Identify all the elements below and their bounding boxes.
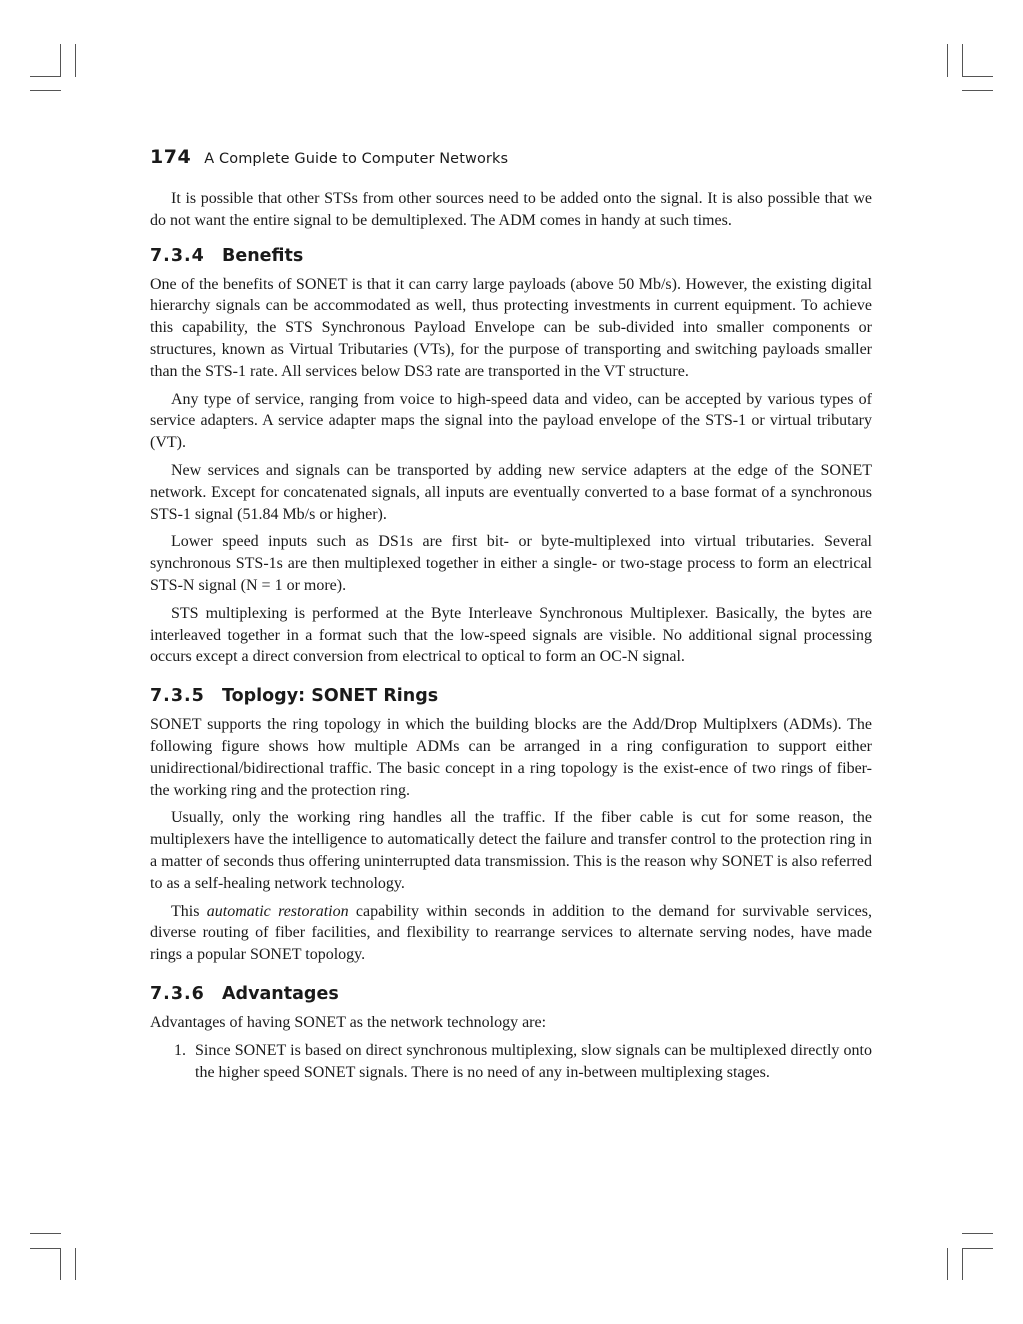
crop-mark xyxy=(947,1248,948,1280)
benefits-paragraph: New services and signals can be transported by adding new service adapters at the edge of the SONET network. Except for concatenated signals, all inputs are eventually converted to a base format of a synchronous STS-1 signal (51.84 Mb/s or higher). xyxy=(150,461,872,523)
list-item-marker: 1. xyxy=(174,1041,186,1059)
topology-paragraph-restoration xyxy=(150,901,872,966)
restoration-emphasis: automatic restoration xyxy=(206,902,349,920)
section-title: Advantages xyxy=(222,983,339,1004)
crop-mark xyxy=(30,1233,61,1234)
crop-mark xyxy=(962,1248,963,1280)
advantages-intro: Advantages of having SONET as the network technology are: xyxy=(150,1013,547,1031)
book-title: A Complete Guide to Computer Networks xyxy=(204,151,509,167)
section-title: Toplogy: SONET Rings xyxy=(222,686,439,707)
section-heading-topology xyxy=(150,686,872,706)
topology-paragraph: SONET supports the ring topology in which the building blocks are the Add/Drop Multiplxers (ADMs). The following figure shows how multiple ADMs can be arranged in a ring configuration to support either unidirectional/bidirectional traffic. The basic concept in a ring topology is the exist-ence of two rings of fiber- the working ring and the protection ring. xyxy=(150,716,872,799)
crop-mark xyxy=(947,44,948,77)
running-head xyxy=(150,146,872,172)
crop-mark xyxy=(75,44,76,77)
crop-mark xyxy=(60,44,61,77)
crop-mark xyxy=(30,1248,61,1249)
section-heading-advantages xyxy=(150,984,872,1004)
page-content xyxy=(150,146,872,1083)
list-item xyxy=(150,1040,872,1084)
crop-mark xyxy=(962,90,993,91)
crop-mark xyxy=(60,1248,61,1280)
section-number: 7.3.5 xyxy=(150,686,205,707)
crop-mark xyxy=(30,90,61,91)
section-number: 7.3.4 xyxy=(150,245,205,266)
benefits-paragraph: STS multiplexing is performed at the Byte Interleave Synchronous Multiplexer. Basically, the bytes are interleaved together in a format such that the low-speed signals are visible. No additional signal processing occurs except a direct conversion from electrical to optical to form an OC-N signal. xyxy=(150,604,872,666)
crop-mark xyxy=(962,76,993,77)
crop-mark xyxy=(962,1233,993,1234)
section-heading-benefits xyxy=(150,246,872,266)
topology-paragraph: Usually, only the working ring handles all the traffic. If the fiber cable is cut for some reason, the multiplexers have the intelligence to automatically detect the failure and transfer control to the protection ring in a matter of seconds thus offering uninterrupted data transmission. This is the reason why SONET is also referred to as a self-healing network technology. xyxy=(150,809,872,892)
crop-mark xyxy=(962,44,963,77)
advantages-list xyxy=(150,1040,872,1084)
restoration-rest: capability within seconds in addition to the demand for survivable services, diverse routing of fiber facilities, and flexibility to rearrange services to alternate serving nodes, have made rings a popular SONET topology. xyxy=(150,902,872,964)
section-title: Benefits xyxy=(222,245,304,266)
benefits-paragraph: Any type of service, ranging from voice to high-speed data and video, can be accepted by various types of service adapters. A service adapter maps the signal into the payload envelope of the STS-1 or virtual tributary (VT). xyxy=(150,390,872,452)
intro-paragraph: It is possible that other STSs from other sources need to be added onto the signal. It is also possible that we do not want the entire signal to be demultiplexed. The ADM comes in handy at such times. xyxy=(150,190,872,229)
page-number: 174 xyxy=(150,146,192,168)
section-number: 7.3.6 xyxy=(150,983,205,1004)
benefits-paragraph: One of the benefits of SONET is that it can carry large payloads (above 50 Mb/s). However, the existing digital hierarchy signals can be accommodated as well, thus protecting investments in current equipment. To achieve this capability, the STS Synchronous Payload Envelope can be sub-divided into smaller components or structures, known as Virtual Tributaries (VTs), for the purpose of transporting and switching payloads smaller than the STS-1 rate. All services below DS3 rate are transported in the VT structure. xyxy=(150,275,872,380)
crop-mark xyxy=(962,1248,993,1249)
crop-mark xyxy=(30,76,61,77)
restoration-lead: This xyxy=(171,902,200,920)
crop-mark xyxy=(75,1248,76,1280)
benefits-paragraph: Lower speed inputs such as DS1s are first bit- or byte-multiplexed into virtual tributaries. Several synchronous STS-1s are then multiplexed together in either a single- or two-stage process to form an electrical STS-N signal (N = 1 or more). xyxy=(150,533,872,594)
list-item-text: Since SONET is based on direct synchronous multiplexing, slow signals can be multiplexed directly onto the higher speed SONET signals. There is no need of any in-between multiplexing stages. xyxy=(195,1041,872,1081)
